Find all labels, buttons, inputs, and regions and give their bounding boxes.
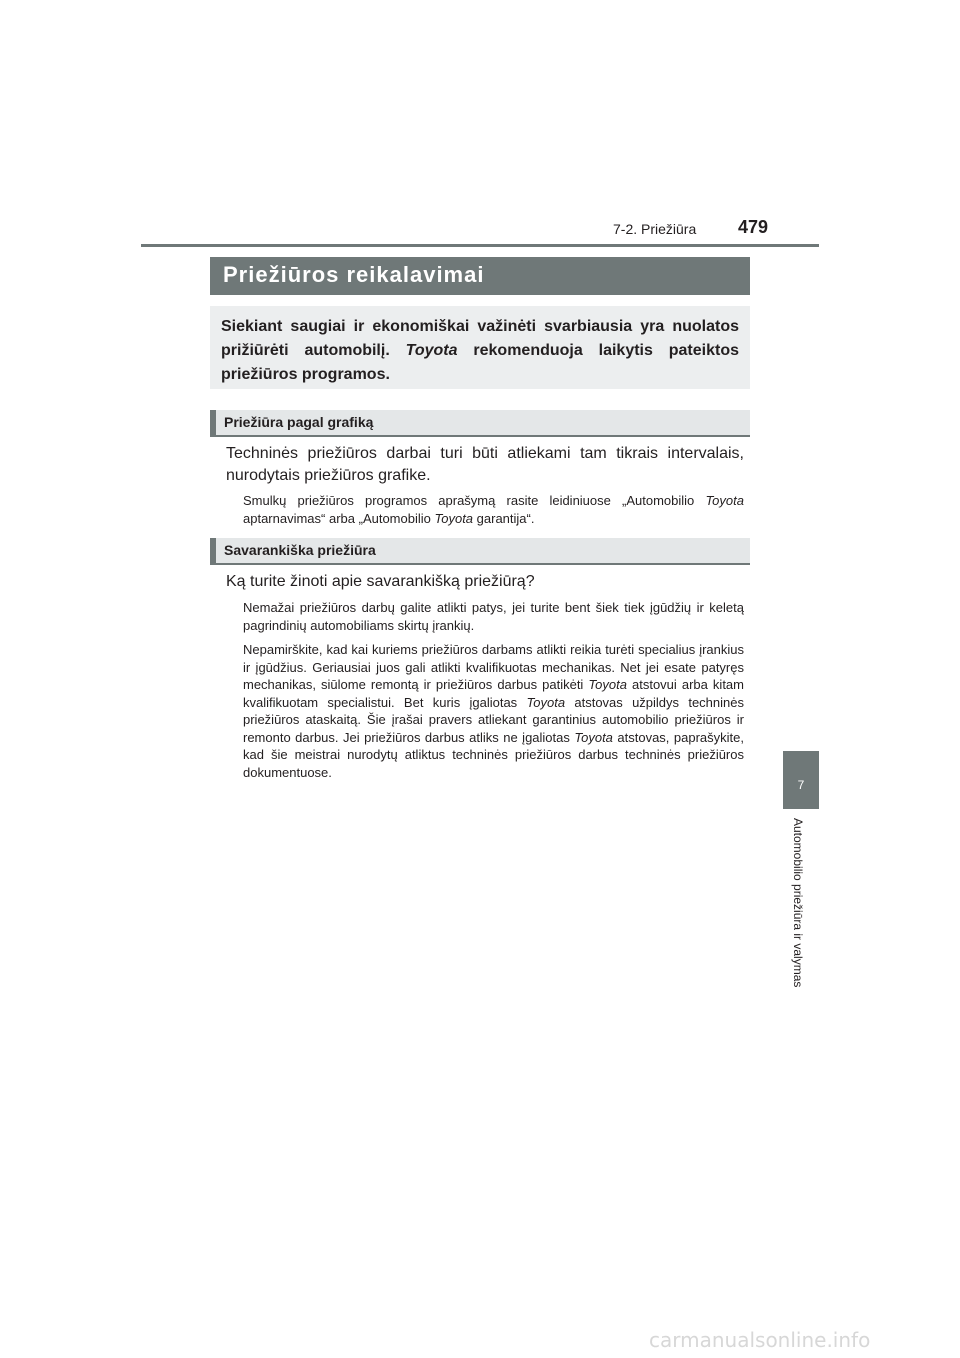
site-watermark: carmanualsonline.info xyxy=(649,1328,871,1352)
schedule-note: Smulkų priežiūros programos aprašymą rasite leidiniuose „Automobilio Toyota aptarnavimas“ arba „Automobilio Toyota garantija“. xyxy=(243,493,744,526)
page-title: Priežiūros reikalavimai xyxy=(223,262,485,287)
heading-accent xyxy=(210,538,216,565)
page-number: 479 xyxy=(738,217,769,237)
footer xyxy=(0,1326,960,1356)
section-heading-text: Savarankiška priežiūra xyxy=(224,542,376,558)
page-title-bar xyxy=(210,257,750,295)
self-maintenance-para-1: Nemažai priežiūros darbų galite atlikti patys, jei turite bent šiek tiek įgūdžių ir keletą pagrindinių automobiliams skirtų įrankių. xyxy=(243,600,744,633)
heading-accent xyxy=(210,410,216,437)
section-heading-text: Priežiūra pagal grafiką xyxy=(224,414,374,430)
section-label: 7-2. Priežiūra xyxy=(613,221,697,237)
chapter-title: Automobilio priežiūra ir valymas xyxy=(791,818,805,988)
section-heading-self-maintenance xyxy=(210,538,750,565)
intro-box xyxy=(210,306,750,389)
page-header xyxy=(0,0,960,246)
header-divider xyxy=(141,244,819,247)
intro-text: Siekiant saugiai ir ekonomiškai važinėti svarbiausia yra nuolatos prižiūrėti automobilį. Toyota rekomenduoja laikytis pateiktos priežiūros programos. xyxy=(221,318,740,383)
brand-name: Toyota xyxy=(405,342,458,359)
schedule-text: Techninės priežiūros darbai turi būti atliekami tam tikrais intervalais, nurodytais priežiūros grafike. xyxy=(226,445,744,484)
section-heading-schedule xyxy=(210,410,750,437)
self-maintenance-para-2: Nepamirškite, kad kai kuriems priežiūros darbams atlikti reikia turėti specialius įrankius ir įgūdžius. Geriausiai juos gali atlikti kvalifikuotas mechanikas. Net jei esate patyręs mechanikas, siūlome remontą ir priežiūros darbus patikėti Toyota atstovui arba kitam kvalifikuotam specialistui. Bet kuris įgaliotas Toyota atstovas užpildys techninės priežiūros ataskaitą. Šie įrašai pravers atliekant garantinius automobilio priežiūros ir remonto darbus. Jei priežiūros darbus atliks ne įgaliotas Toyota atstovas, paprašykite, kad šie meistrai nurodytų atliktus techninės priežiūros darbus techninės priežiūros dokumentuose. xyxy=(243,642,744,780)
chapter-number: 7 xyxy=(797,778,805,792)
chapter-tab xyxy=(783,751,819,809)
self-maintenance-question: Ką turite žinoti apie savarankišką priežiūrą? xyxy=(226,573,535,590)
